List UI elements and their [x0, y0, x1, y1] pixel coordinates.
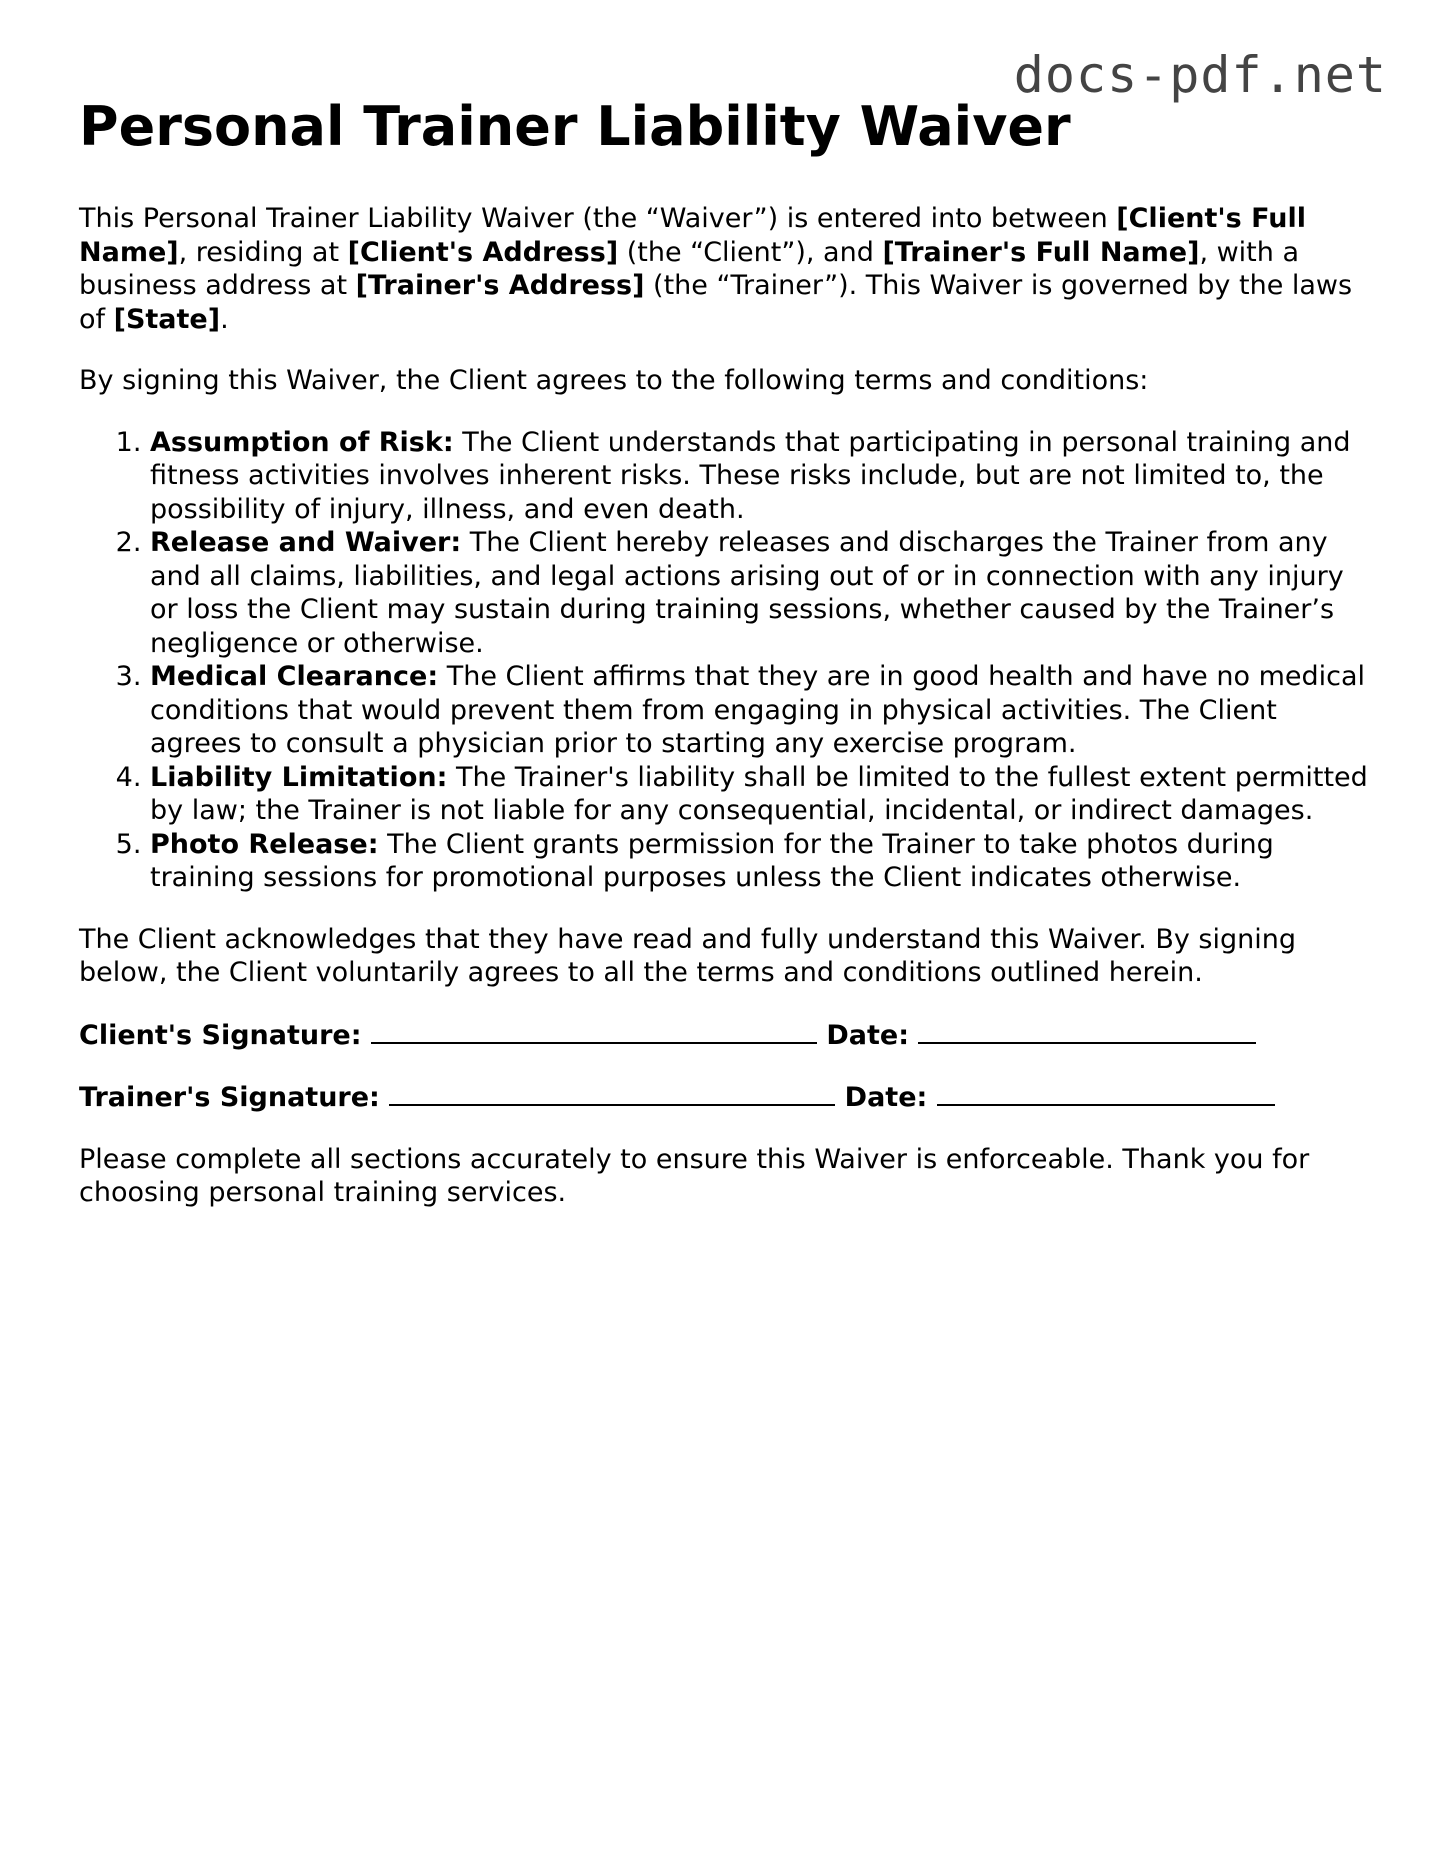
term-heading: Release and Waiver: [150, 527, 462, 559]
trainer-signature-row [79, 1080, 1369, 1115]
state-placeholder: [State] [113, 303, 221, 335]
term-item-release-and-waiver [150, 526, 1369, 660]
term-heading: Assumption of Risk: [150, 426, 454, 458]
watermark-text: docs-pdf.net [1013, 46, 1387, 104]
trainer-name-placeholder: [Trainer's Full Name] [882, 236, 1200, 268]
client-date-line[interactable] [918, 1018, 1256, 1044]
term-item-assumption-of-risk [150, 426, 1369, 527]
term-heading: Liability Limitation: [150, 761, 448, 793]
intro-text-1: This Personal Trainer Liability Waiver (the “Waiver”) is entered into between [79, 203, 1117, 235]
term-text: The Client understands that participating in personal training and fitness activities involves inherent risks. These risks include, but are not limited to, the possibility of injury, illness, and even death. [150, 426, 1351, 525]
term-heading: Medical Clearance: [150, 661, 439, 693]
closing-paragraph: Please complete all sections accurately to ensure this Waiver is enforceable. Thank you for choosing personal training services. [79, 1143, 1310, 1209]
term-item-medical-clearance [150, 660, 1369, 761]
terms-lead-paragraph: By signing this Waiver, the Client agrees to the following terms and conditions: [79, 365, 1149, 397]
client-address-placeholder: [Client's Address] [347, 236, 619, 268]
trainer-signature-label: Trainer's Signature: [79, 1082, 380, 1114]
trainer-address-placeholder: [Trainer's Address] [355, 270, 645, 302]
intro-text-4: , with a business address at [79, 236, 1300, 302]
trainer-date-line[interactable] [937, 1080, 1275, 1106]
terms-list [79, 426, 1369, 895]
term-item-liability-limitation [150, 761, 1369, 828]
client-name-placeholder: [Client's Full Name] [79, 203, 1306, 268]
term-text: The Client grants permission for the Trainer to take photos during training sessions for promotional purposes unless the Client indicates otherwise. [150, 828, 1274, 894]
document-page [79, 92, 1369, 1238]
acknowledgment-paragraph: The Client acknowledges that they have read and fully understand this Waiver. By signing below, the Client voluntarily agrees to all the terms and conditions outlined herein. [79, 923, 1297, 989]
client-signature-row [79, 1018, 1369, 1053]
term-item-photo-release [150, 828, 1369, 895]
term-text: The Client affirms that they are in good health and have no medical conditions that would prevent them from engaging in physical activities. The Client agrees to consult a physician prior to starting any exercise program. [150, 661, 1366, 760]
intro-text-2: , residing at [178, 236, 348, 268]
term-text: The Client hereby releases and discharges the Trainer from any and all claims, liabilities, and legal actions arising out of or in connection with any injury or loss the Client may sustain during training sessions, whether caused by the Trainer’s negligence or otherwise. [150, 527, 1344, 659]
trainer-signature-line[interactable] [389, 1080, 835, 1106]
intro-text-3: (the “Client”), and [618, 236, 883, 268]
intro-text-6: . [220, 303, 229, 335]
client-signature-line[interactable] [371, 1018, 817, 1044]
client-signature-label: Client's Signature: [79, 1019, 362, 1051]
document-title: Personal Trainer Liability Waiver [79, 95, 1071, 158]
intro-paragraph [79, 202, 1369, 336]
trainer-date-label: Date: [844, 1082, 928, 1114]
intro-text-5: (the “Trainer”). This Waiver is governed by the laws of [79, 270, 1353, 335]
term-heading: Photo Release: [150, 828, 379, 860]
client-date-label: Date: [826, 1019, 909, 1051]
term-text: The Trainer's liability shall be limited to the fullest extent permitted by law; the Trainer is not liable for any consequential, incidental, or indirect damages. [150, 761, 1368, 827]
